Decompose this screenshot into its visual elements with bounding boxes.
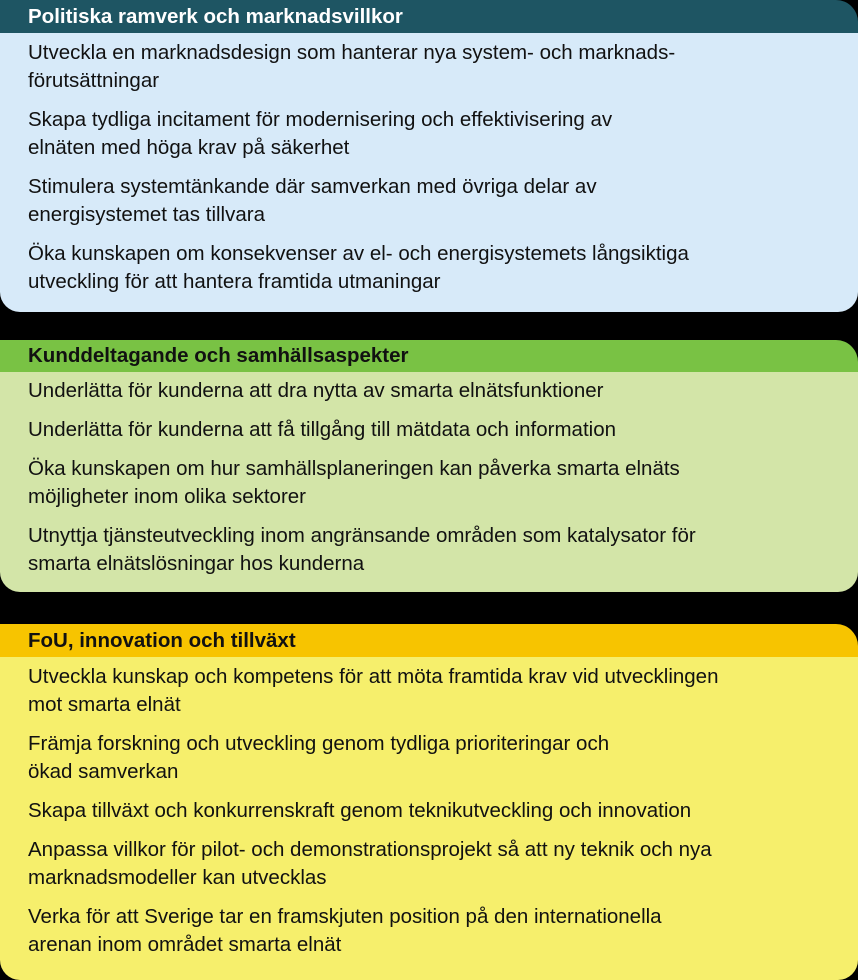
list-item — [28, 416, 838, 444]
item-line: Anpassa villkor för pilot- och demonstrationsprojekt så att ny teknik och nya — [28, 838, 712, 861]
item-line: ökad samverkan — [28, 760, 179, 783]
item-line: marknadsmodeller kan utvecklas — [28, 866, 327, 889]
section-title: Politiska ramverk och marknadsvillkor — [0, 0, 858, 33]
item-line: Öka kunskapen om konsekvenser av el- och energisystemets långsiktiga — [28, 242, 689, 265]
list-item — [28, 836, 838, 892]
list-item — [28, 39, 838, 95]
item-line: Öka kunskapen om hur samhällsplaneringen kan påverka smarta elnäts — [28, 457, 680, 480]
list-item — [28, 903, 838, 959]
list-item — [28, 522, 838, 578]
item-line: mot smarta elnät — [28, 693, 181, 716]
item-line: Underlätta för kunderna att dra nytta av smarta elnätsfunktioner — [28, 379, 604, 402]
item-line: förutsättningar — [28, 69, 160, 92]
section-research-innovation — [0, 624, 858, 980]
item-line: Utveckla kunskap och kompetens för att möta framtida krav vid utvecklingen — [28, 665, 719, 688]
list-item — [28, 240, 838, 296]
section-body — [0, 33, 858, 312]
section-body — [0, 657, 858, 980]
section-policy-framework — [0, 0, 858, 314]
list-item — [28, 455, 838, 511]
item-line: Främja forskning och utveckling genom tydliga prioriteringar och — [28, 732, 610, 755]
item-line: Skapa tillväxt och konkurrenskraft genom teknikutveckling och innovation — [28, 799, 692, 822]
section-title: FoU, innovation och tillväxt — [0, 624, 858, 657]
list-item — [28, 377, 838, 405]
item-line: elnäten med höga krav på säkerhet — [28, 136, 350, 159]
list-item — [28, 173, 838, 229]
list-item — [28, 797, 838, 825]
section-body — [0, 372, 858, 592]
item-line: Utveckla en marknadsdesign som hanterar nya system- och marknads- — [28, 41, 676, 64]
item-line: möjligheter inom olika sektorer — [28, 485, 307, 508]
item-line: Stimulera systemtänkande där samverkan med övriga delar av — [28, 175, 597, 198]
item-line: Skapa tydliga incitament för modernisering och effektivisering av — [28, 108, 613, 131]
section-title: Kunddeltagande och samhällsaspekter — [0, 340, 858, 372]
item-line: smarta elnätslösningar hos kunderna — [28, 552, 365, 575]
list-item — [28, 730, 838, 786]
item-line: arenan inom området smarta elnät — [28, 933, 342, 956]
item-line: energisystemet tas tillvara — [28, 203, 265, 226]
list-item — [28, 663, 838, 719]
item-line: Underlätta för kunderna att få tillgång till mätdata och information — [28, 418, 616, 441]
section-customer-participation — [0, 340, 858, 594]
list-item — [28, 106, 838, 162]
item-line: Utnyttja tjänsteutveckling inom angränsande områden som katalysator för — [28, 524, 696, 547]
item-line: Verka för att Sverige tar en framskjuten position på den internationella — [28, 905, 662, 928]
item-line: utveckling för att hantera framtida utmaningar — [28, 270, 441, 293]
